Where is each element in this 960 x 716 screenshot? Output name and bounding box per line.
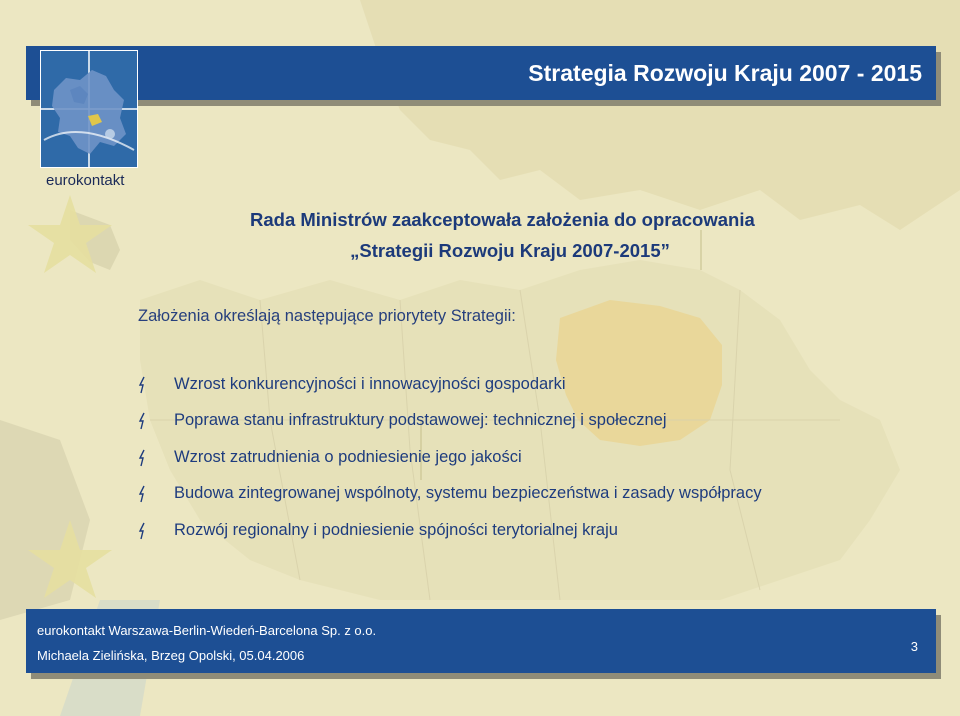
- priority-text: Budowa zintegrowanej wspólnoty, systemu bezpieczeństwa i zasady współpracy: [174, 484, 762, 503]
- priority-text: Wzrost konkurencyjności i innowacyjności gospodarki: [174, 375, 566, 393]
- title-bar: [26, 46, 936, 100]
- slide-title: Strategia Rozwoju Kraju 2007 - 2015: [528, 60, 922, 86]
- eurokontakt-logo-icon: [40, 50, 138, 168]
- priority-text: Rozwój regionalny i podniesienie spójności terytorialnej kraju: [174, 520, 618, 539]
- page-number: 3: [910, 639, 918, 654]
- priority-text: Wzrost zatrudnienia o podniesienie jego jakości: [174, 447, 522, 466]
- bullet-icon: [138, 449, 146, 467]
- intro-line-1: Rada Ministrów zaakceptowała założenia do opracowania: [250, 209, 755, 230]
- footer-author-date: Michaela Zielińska, Brzeg Opolski, 05.04.2006: [37, 648, 305, 663]
- intro-line-2-text: „Strategii Rozwoju Kraju 2007-2015”: [350, 240, 670, 261]
- bullet-icon: [138, 412, 146, 430]
- priorities-heading: Założenia określają następujące priorytety Strategii:: [138, 307, 516, 325]
- intro-line-2: [0, 240, 960, 262]
- priority-text: Poprawa stanu infrastruktury podstawowej: technicznej i społecznej: [174, 411, 667, 430]
- brand-name: eurokontakt: [46, 172, 125, 189]
- footer-bar: [26, 609, 936, 673]
- bullet-icon: [138, 485, 146, 503]
- bullet-icon: [138, 376, 146, 394]
- bullet-icon: [138, 522, 146, 540]
- footer-company: eurokontakt Warszawa-Berlin-Wiedeń-Barcelona Sp. z o.o.: [37, 623, 377, 638]
